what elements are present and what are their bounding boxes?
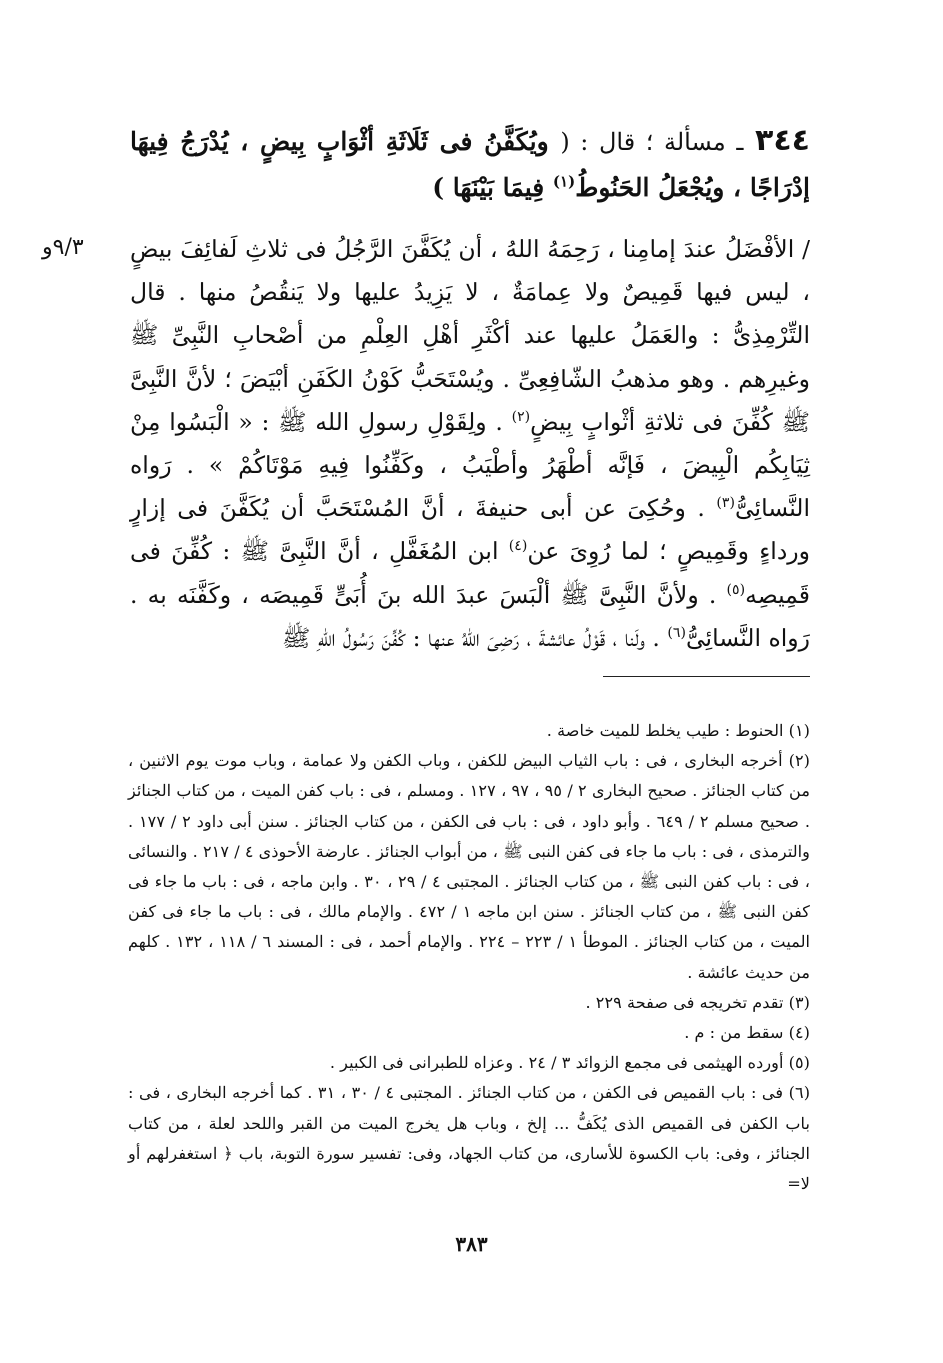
footnote-2: (٢) أخرجه البخارى ، فى : باب الثياب البيض للكفن ، وباب الكفن ولا عمامة ، وباب موت يوم الاثنين ، من كتاب الجنائز . صحيح البخارى ٢ / ٩٥ ، ٩٧ ، ١٢٧ . ومسلم ، فى : باب كفن الميت ، من كتاب الجنائز . صحيح مسلم ٢ / ٦٤٩ . وأبو داود ، فى : باب فى الكفن ، من كتاب الجنائز . سنن أبى داود ٢ / ١٧٧ . والترمذى ، فى : باب ما جاء فى كفن النبى ﷺ ، من أبواب الجنائز . عارضة الأحوذى ٤ / ٢١٧ . والنسائى ، فى : باب كفن النبى ﷺ ، من كتاب الجنائز . المجتبى ٤ / ٢٩ ، ٣٠ . وابن ماجه ، فى : باب ما جاء فى كفن النبى ﷺ ، من كتاب الجنائز . سنن ابن ماجه ١ / ٤٧٢ . والإمام مالك ، فى : باب ما جاء فى كفن الميت ، من كتاب الجنائز . الموطأ ١ / ٢٢٣ – ٢٢٤ . والإمام أحمد ، فى : المسند ٦ / ١١٨ ، ١٣٢ . كلهم من حديث عائشة . (128, 751, 810, 982)
footnote-ref-6: (٦) (667, 625, 686, 641)
footnote-ref-2: (٢) (511, 408, 531, 425)
footnote-4: (٤) سقط من : م . (684, 1023, 810, 1043)
main-text-segment: . وحُكِىَ عن أبى حنيفةَ ، أنَّ المُسْتَحَبَّ أن يُكَفَّنَ فى إزارٍ ورداءٍ وقَمِيصٍ ؛ لما رُوِىَ عن (130, 494, 810, 566)
issue-text-end: فِيمَا بَيْنَهَا ) (432, 173, 545, 202)
margin-folio-note: ٩/٣و (42, 235, 84, 260)
issue-lead: ـ مسألة ؛ قال : ( (560, 128, 744, 156)
main-text-segment: . ولَنا ، قَوْلُ عائشةَ ، رَضِىَ اللهُ عنها : كُفِّنَ رَسُولُ اللهِ ﷺ (282, 623, 660, 652)
footnote-ref-3: (٣) (716, 495, 735, 512)
footnote-3: (٣) تقدم تخريجه فى صفحة ٢٢٩ . (585, 992, 810, 1012)
main-text-segment: ابن المُغَفَّلِ ، أنَّ النَّبِىَّ ﷺ : كُفِّنَ فى قَمِيصِه (130, 537, 810, 609)
footnote-ref-1: (١) (552, 172, 576, 191)
main-text-segment: / الأفْضَلُ عندَ إمامِنا ، رَحِمَهُ اللهُ ، أن يُكَفَّنَ الرَّجُلُ فى ثلاثِ لَفائِفَ بيضٍ ، ليس فيها قَمِيصٌ ولا عِمامَةٌ ، لا يَزِيدُ عليها ولا يَنقُصُ منها . قال التِّرْمِذِىُّ : والعَمَلُ عليها عند أكْثَرِ أهْلِ العِلْمِ من أصْحابِ النَّبِىِّ ﷺ وغيرِهم . وهو مذهبُ الشّافِعِىِّ . ويُسْتَحَبُّ كَوْنُ الكَفَنِ أبْيَضَ ؛ لأنَّ النَّبِىَّ ﷺ كُفِّنَ فى ثلاثةِ أثْوابٍ بِيضٍ (130, 235, 810, 436)
issue-number: ٣٤٤ (755, 123, 810, 158)
footnote-ref-4: (٤) (508, 538, 528, 555)
footnote-ref-5: (٥) (726, 581, 746, 598)
main-text (130, 228, 810, 660)
footnote-6: (٦) فى : باب القميص فى الكفن ، من كتاب الجنائز . المجتبى ٤ / ٣٠ ، ٣١ . كما أخرجه البخارى ، فى : باب الكفن فى القميص الذى يُكَفُّ ... إلخ ، وباب هل يخرج الميت من القبر واللحد لعلة ، من كتاب الجنائز ، وفى: باب الكسوة للأسارى، من كتاب الجهاد، وفى: تفسير سورة التوبة، باب ﴿ استغفرلهم أو لا= (128, 1083, 811, 1194)
footnote-1: (١) الحنوط : طيب يخلط للميت خاصة . (546, 721, 810, 740)
issue-heading (130, 118, 810, 211)
main-text-segment: . ولأنَّ النَّبِىَّ ﷺ ألْبَسَ عبدَ الله بنَ أُبَىٍّ قَمِيصَه ، وكَفَّنَه به . رَواه النَّسائِىُّ (130, 580, 810, 652)
main-text-segment: . ولِقَوْلِ رسولِ الله ﷺ : « الْبَسُوا مِنْ ثِيَابِكُم الْبِيضَ ، فَإنَّه أطْهَرُ وأطْيَبُ ، وكَفِّنُوا فِيهِ مَوْتَاكُمْ » . رَواه النَّسائِىُّ (130, 407, 810, 523)
footnotes (128, 716, 810, 1199)
page-number: ٣٨٣ (455, 1232, 488, 1256)
footnote-separator (603, 676, 810, 677)
issue-text: ويُكَفَّنُ فى ثَلَاثَةِ أثْوَابٍ بِيضٍ ، يُدْرَجُ فِيهَا إدْرَاجًا ، ويُجْعَلُ الحَنُوطُ (130, 127, 810, 202)
main-paragraph (130, 228, 810, 660)
footnote-5: (٥) أورده الهيثمى فى مجمع الزوائد ٣ / ٢٤ . وعزاه للطبرانى فى الكبير . (329, 1053, 810, 1073)
